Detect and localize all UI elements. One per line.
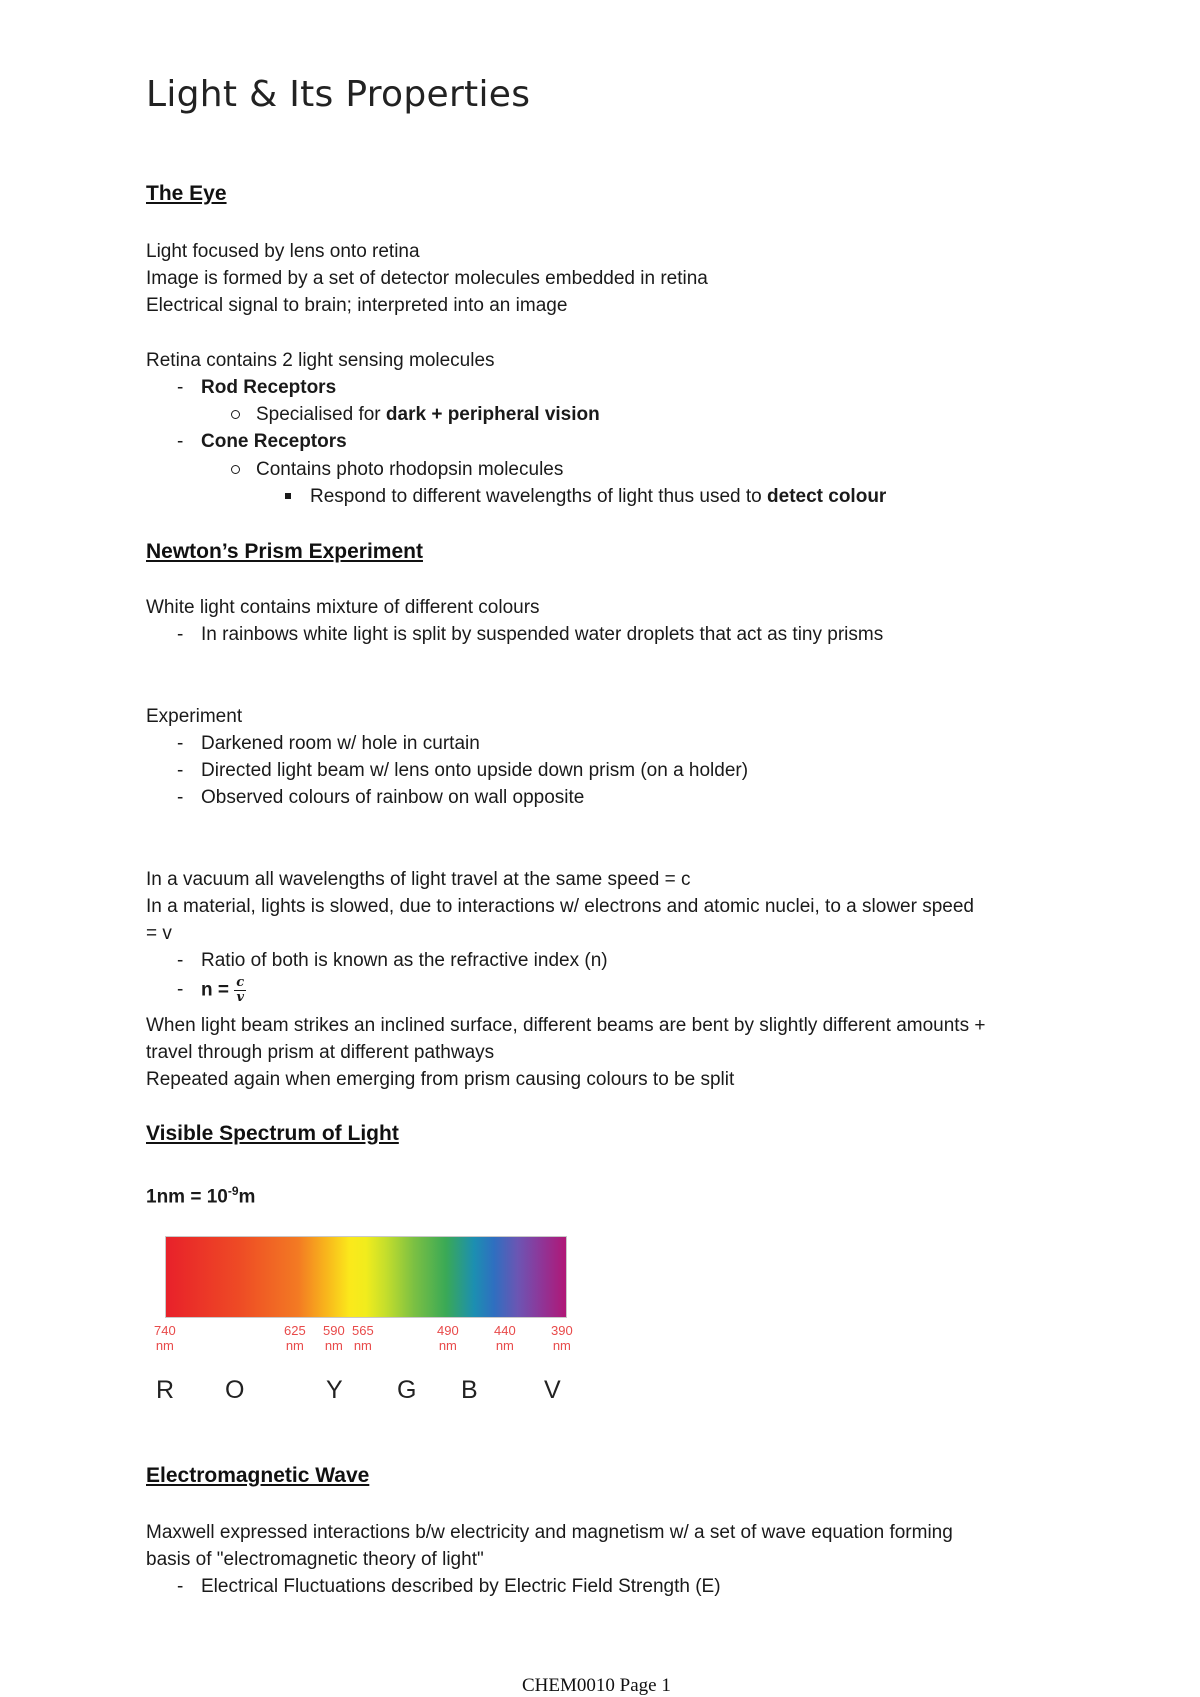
text-line: Repeated again when emerging from prism causing colours to be split — [146, 1069, 735, 1090]
item-label: Rod Receptors — [201, 377, 337, 398]
unit-definition — [146, 1178, 255, 1210]
list-item — [256, 401, 600, 428]
text-line: Maxwell expressed interactions b/w electricity and magnetism w/ a set of wave equation forming — [146, 1522, 953, 1543]
text-line: Image is formed by a set of detector molecules embedded in retina — [146, 268, 708, 289]
wavelength-unit: nm — [155, 1338, 174, 1353]
wavelength-unit: nm — [438, 1338, 457, 1353]
wavelength-value: 565 — [352, 1323, 374, 1338]
text-line: In a material, lights is slowed, due to interactions w/ electrons and atomic nuclei, to a slower speed — [146, 896, 974, 917]
color-letter: O — [225, 1376, 245, 1404]
formula-lhs: n = — [201, 979, 235, 1001]
wavelength-label — [494, 1323, 516, 1353]
wavelength-value: 740 — [154, 1323, 176, 1338]
color-letter: V — [544, 1376, 561, 1404]
section-heading-newton: Newton’s Prism Experiment — [146, 540, 423, 563]
list-item: - Observed colours of rainbow on wall opposite — [201, 784, 584, 811]
wavelength-unit: nm — [285, 1338, 304, 1353]
formula-item — [201, 976, 246, 1005]
item-text: Specialised for — [256, 404, 386, 425]
item-text: Respond to different wavelengths of light thus used to — [310, 486, 768, 507]
page-title: Light & Its Properties — [146, 74, 531, 115]
list-item: - Electrical Fluctuations described by Electric Field Strength (E) — [201, 1573, 721, 1600]
wavelength-label — [284, 1323, 306, 1353]
text-line: White light contains mixture of different colours — [146, 597, 540, 618]
list-item — [310, 483, 886, 510]
unit-text: m — [238, 1186, 256, 1208]
list-item — [201, 428, 347, 455]
section-heading-spectrum: Visible Spectrum of Light — [146, 1122, 399, 1145]
wavelength-label — [437, 1323, 459, 1353]
wavelength-unit: nm — [495, 1338, 514, 1353]
list-item: - Directed light beam w/ lens onto upside down prism (on a holder) — [201, 757, 748, 784]
wavelength-label — [154, 1323, 176, 1353]
item-label: Cone Receptors — [201, 431, 347, 452]
section-heading-eye: The Eye — [146, 182, 227, 205]
color-letter: G — [397, 1376, 417, 1404]
page-footer: CHEM0010 Page 1 — [522, 1675, 671, 1696]
text-line: = v — [146, 923, 172, 944]
text-line: Electrical signal to brain; interpreted into an image — [146, 295, 568, 316]
list-item: - In rainbows white light is split by suspended water droplets that act as tiny prisms — [201, 621, 883, 648]
list-item: - Darkened room w/ hole in curtain — [201, 730, 480, 757]
wavelength-label — [323, 1323, 345, 1353]
item-emphasis: detect colour — [767, 486, 887, 507]
text-line: Light focused by lens onto retina — [146, 241, 420, 262]
wavelength-unit: nm — [552, 1338, 571, 1353]
visible-spectrum-bar — [165, 1236, 567, 1318]
section-heading-em: Electromagnetic Wave — [146, 1464, 370, 1487]
list-item: Contains photo rhodopsin molecules — [256, 456, 563, 483]
list-item: - Ratio of both is known as the refractive index (n) — [201, 947, 608, 974]
wavelength-value: 390 — [551, 1323, 573, 1338]
fraction-denominator: v — [236, 990, 244, 1005]
color-letter: B — [461, 1376, 478, 1404]
wavelength-value: 490 — [437, 1323, 459, 1338]
text-line: When light beam strikes an inclined surface, different beams are bent by slightly different amounts + — [146, 1015, 986, 1036]
text-line: basis of "electromagnetic theory of light" — [146, 1549, 484, 1570]
wavelength-unit: nm — [353, 1338, 372, 1353]
wavelength-value: 590 — [323, 1323, 345, 1338]
unit-text: 1nm = 10 — [146, 1186, 228, 1208]
fraction-numerator: c — [236, 975, 245, 990]
text-line: Experiment — [146, 706, 243, 727]
fraction — [234, 976, 246, 1005]
unit-exponent: -9 — [227, 1184, 239, 1198]
list-item — [201, 374, 336, 401]
color-letter: Y — [326, 1376, 343, 1404]
wavelength-label — [352, 1323, 374, 1353]
text-line: Retina contains 2 light sensing molecules — [146, 350, 495, 371]
wavelength-unit: nm — [324, 1338, 343, 1353]
text-line: travel through prism at different pathways — [146, 1042, 495, 1063]
wavelength-value: 625 — [284, 1323, 306, 1338]
wavelength-value: 440 — [494, 1323, 516, 1338]
wavelength-label — [551, 1323, 573, 1353]
item-emphasis: dark + peripheral vision — [385, 404, 600, 425]
color-letter: R — [156, 1376, 175, 1404]
text-line: In a vacuum all wavelengths of light travel at the same speed = c — [146, 869, 691, 890]
